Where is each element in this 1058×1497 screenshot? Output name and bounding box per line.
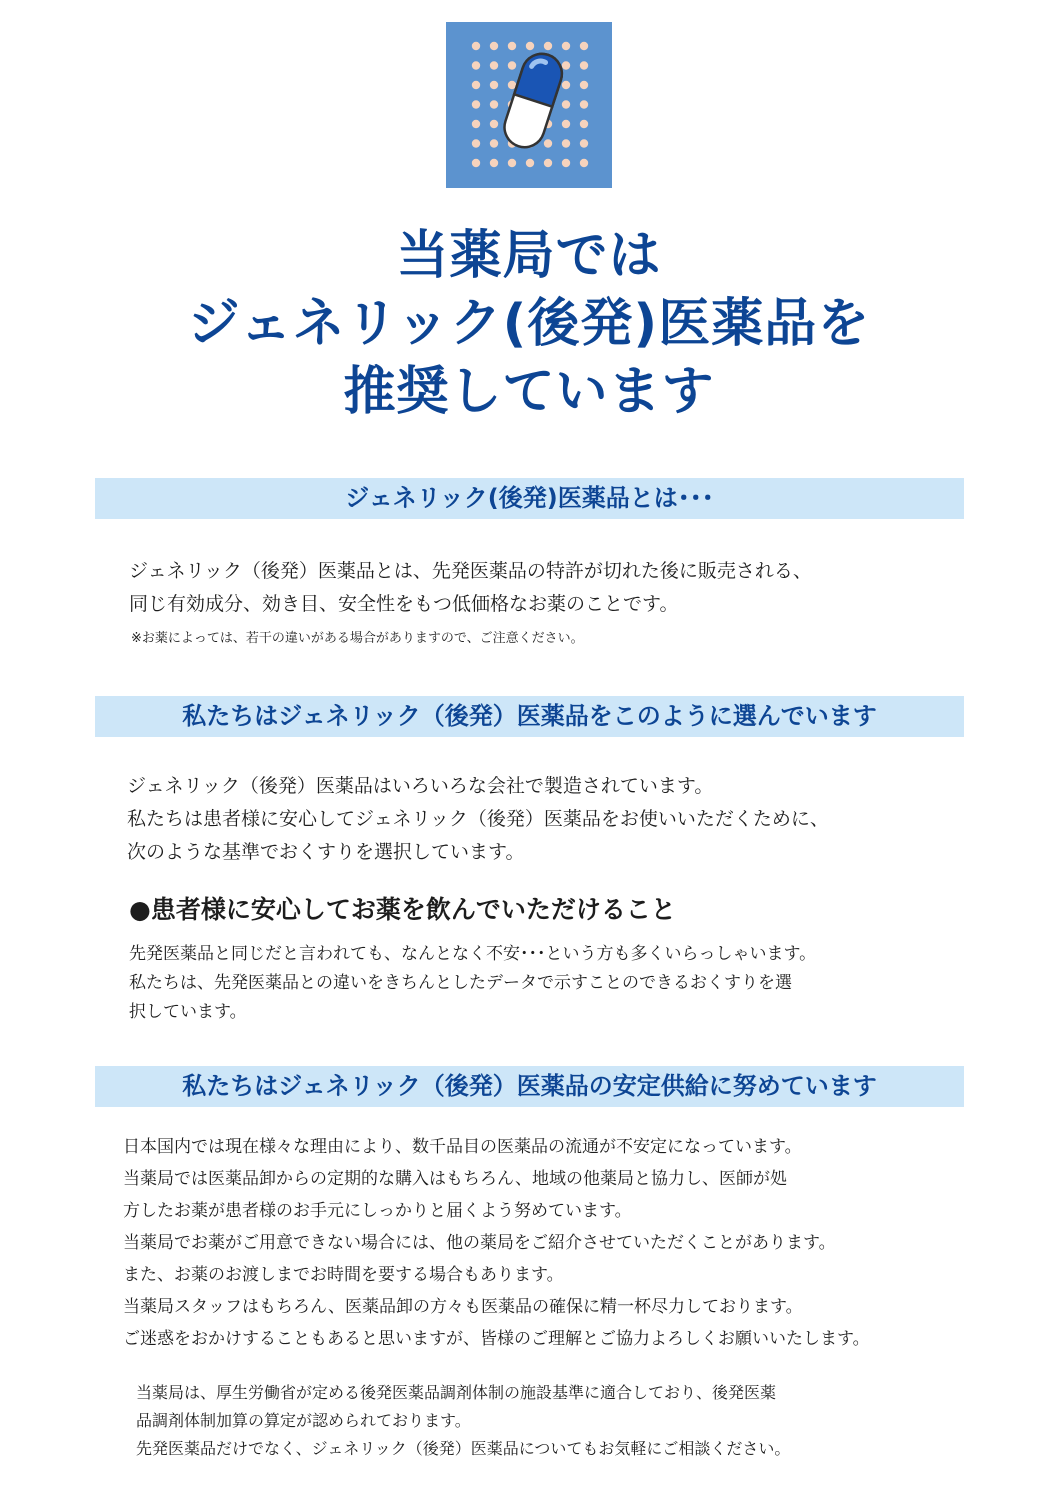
logo-dot bbox=[508, 61, 516, 69]
logo-dot bbox=[508, 42, 516, 50]
body-line: 私たちは、先発医薬品との違いをきちんとしたデータで示すことのできるおくすりを選 bbox=[129, 973, 792, 993]
body-line: 同じ有効成分、効き目、安全性をもつ低価格なお薬のことです。 bbox=[129, 593, 679, 615]
logo-dot bbox=[526, 159, 534, 167]
logo-dot bbox=[580, 139, 588, 147]
body-line: 当薬局では医薬品卸からの定期的な購入はもちろん、地域の他薬局と協力し、医師が処 bbox=[123, 1169, 788, 1189]
logo-dot bbox=[562, 81, 570, 89]
title-line: ジェネリック(後発)医薬品を bbox=[187, 294, 871, 354]
logo-dot bbox=[544, 42, 552, 50]
logo-dot bbox=[490, 81, 498, 89]
body-line: 択しています。 bbox=[129, 1002, 247, 1022]
logo-dot bbox=[544, 159, 552, 167]
logo-dot bbox=[544, 139, 552, 147]
logo-dot bbox=[472, 61, 480, 69]
logo-dot bbox=[508, 159, 516, 167]
logo-dot bbox=[490, 120, 498, 128]
logo-dot bbox=[490, 139, 498, 147]
section-heading-what-is-generic: ジェネリック(後発)医薬品とは･･･ bbox=[95, 478, 964, 519]
footer-line: 先発医薬品だけでなく、ジェネリック（後発）医薬品についてもお気軽にご相談ください。 bbox=[136, 1439, 791, 1458]
logo-dot bbox=[472, 42, 480, 50]
logo-dot bbox=[580, 81, 588, 89]
capsule-logo bbox=[446, 22, 612, 188]
logo-dot bbox=[562, 139, 570, 147]
section-body bbox=[123, 1131, 870, 1355]
body-line: 当薬局スタッフはもちろん、医薬品卸の方々も医薬品の確保に精一杯尽力しております。 bbox=[123, 1297, 803, 1317]
logo-dot bbox=[562, 42, 570, 50]
body-line: ジェネリック（後発）医薬品とは、先発医薬品の特許が切れた後に販売される、 bbox=[129, 560, 812, 582]
body-line: 日本国内では現在様々な理由により、数千品目の医薬品の流通が不安定になっています。 bbox=[123, 1137, 802, 1157]
logo-dot bbox=[490, 61, 498, 69]
body-line: また、お薬のお渡しまでお時間を要する場合もあります。 bbox=[123, 1265, 564, 1285]
logo-dot bbox=[580, 120, 588, 128]
title-line: 推奨しています bbox=[343, 362, 715, 422]
bullet-body bbox=[129, 940, 816, 1027]
logo-dot bbox=[580, 159, 588, 167]
body-line: 方したお薬が患者様のお手元にしっかりと届くよう努めています。 bbox=[123, 1201, 632, 1221]
caution-note: ※お薬によっては、若干の違いがある場合がありますので、ご注意ください。 bbox=[131, 631, 584, 646]
section-body bbox=[127, 770, 829, 869]
title-line: 当薬局では bbox=[396, 226, 662, 286]
body-line: 当薬局でお薬がご用意できない場合には、他の薬局をご紹介させていただくことがあります。 bbox=[123, 1233, 836, 1253]
logo-dot bbox=[472, 159, 480, 167]
footer-note bbox=[136, 1379, 790, 1463]
body-line: ジェネリック（後発）医薬品はいろいろな会社で製造されています。 bbox=[127, 775, 714, 797]
logo-dot bbox=[580, 61, 588, 69]
logo-dot bbox=[580, 42, 588, 50]
footer-line: 当薬局は、厚生労働省が定める後発医薬品調剤体制の施設基準に適合しており、後発医薬 bbox=[136, 1383, 777, 1402]
section-body bbox=[129, 555, 812, 621]
logo-dot bbox=[472, 120, 480, 128]
main-title bbox=[0, 222, 1058, 426]
section-heading-how-we-choose: 私たちはジェネリック（後発）医薬品をこのように選んでいます bbox=[95, 696, 964, 737]
body-line: ご迷惑をおかけすることもあると思いますが、皆様のご理解とご協力よろしくお願いいたします。 bbox=[123, 1329, 870, 1349]
logo-dot bbox=[490, 42, 498, 50]
logo-dot bbox=[562, 120, 570, 128]
body-line: 先発医薬品と同じだと言われても、なんとなく不安･･･という方も多くいらっしゃいます。 bbox=[129, 944, 817, 964]
logo-dot bbox=[490, 159, 498, 167]
logo-dot bbox=[562, 61, 570, 69]
logo-dot bbox=[580, 100, 588, 108]
body-line: 次のような基準でおくすりを選択しています。 bbox=[127, 841, 525, 863]
logo-dot bbox=[562, 100, 570, 108]
logo-dot bbox=[472, 139, 480, 147]
logo-dot bbox=[526, 42, 534, 50]
logo-dot bbox=[472, 100, 480, 108]
footer-line: 品調剤体制加算の算定が認められております。 bbox=[136, 1411, 471, 1430]
bullet-heading: ●患者様に安心してお薬を飲んでいただけること bbox=[129, 895, 676, 924]
logo-dot bbox=[562, 159, 570, 167]
logo-dot bbox=[472, 81, 480, 89]
section-heading-stable-supply: 私たちはジェネリック（後発）医薬品の安定供給に努めています bbox=[95, 1066, 964, 1107]
body-line: 私たちは患者様に安心してジェネリック（後発）医薬品をお使いいただくために、 bbox=[127, 808, 829, 830]
logo-dot bbox=[490, 100, 498, 108]
